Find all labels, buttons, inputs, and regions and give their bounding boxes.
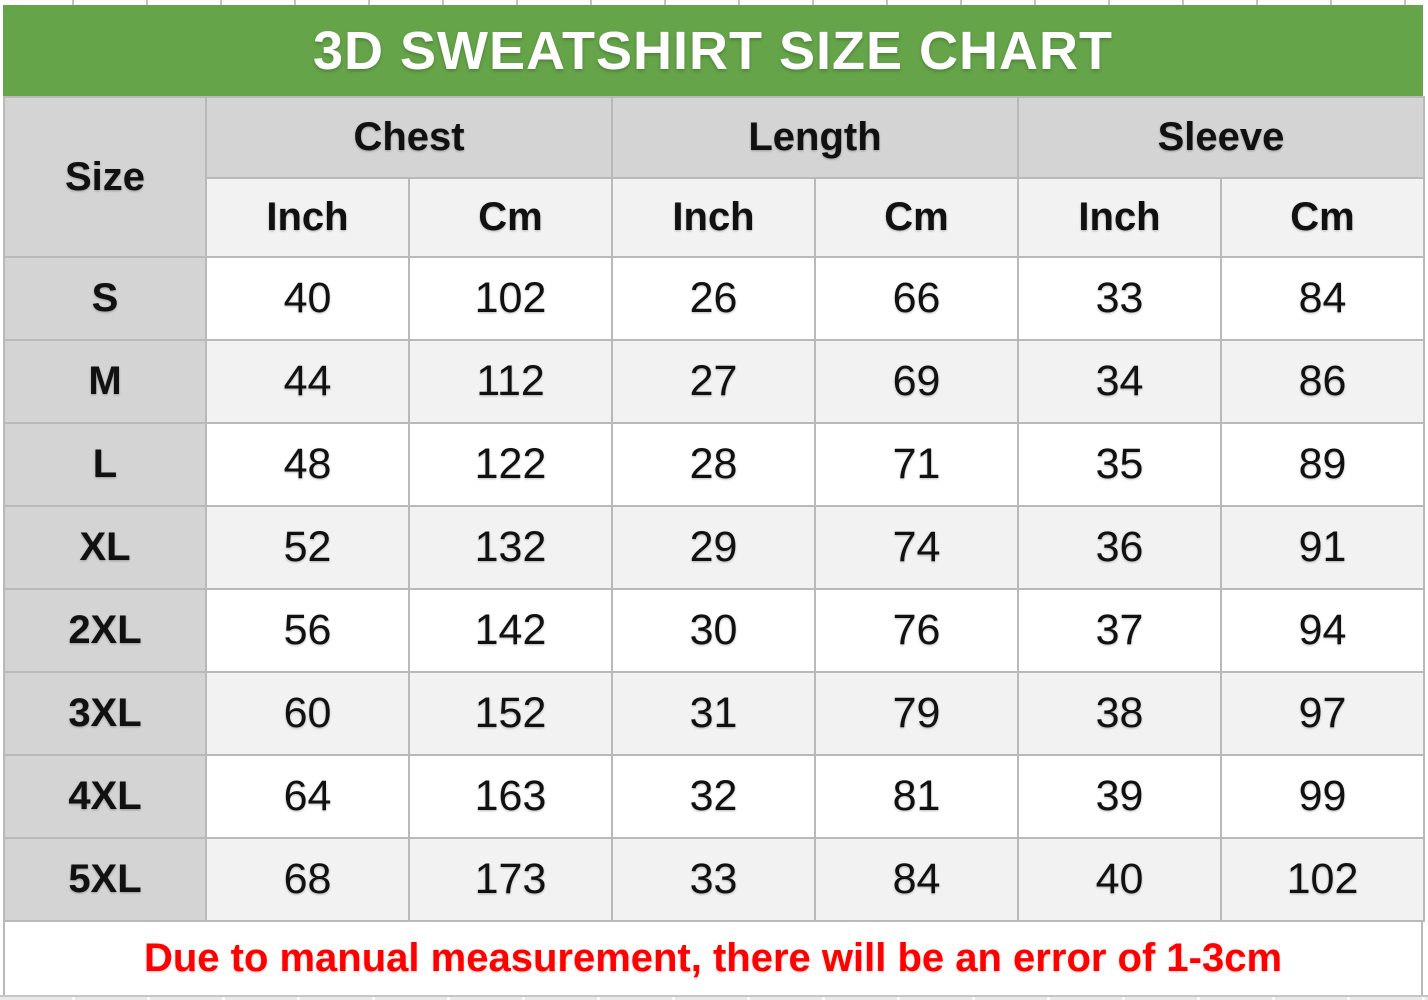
size-column-header: Size <box>4 97 206 257</box>
cell-value: 66 <box>815 257 1018 340</box>
cell-value: 56 <box>206 589 409 672</box>
cell-value: 74 <box>815 506 1018 589</box>
length-inch-header: Inch <box>612 178 815 257</box>
cell-value: 94 <box>1221 589 1424 672</box>
size-chart-table <box>3 96 1425 922</box>
title-bar <box>3 5 1423 96</box>
table-row-2xl <box>4 589 1424 672</box>
cell-value: 81 <box>815 755 1018 838</box>
cell-value: 76 <box>815 589 1018 672</box>
cell-value: 69 <box>815 340 1018 423</box>
size-label: XL <box>4 506 206 589</box>
cell-value: 48 <box>206 423 409 506</box>
cell-value: 37 <box>1018 589 1221 672</box>
size-label: L <box>4 423 206 506</box>
table-row-s <box>4 257 1424 340</box>
cell-value: 35 <box>1018 423 1221 506</box>
cell-value: 64 <box>206 755 409 838</box>
cell-value: 102 <box>1221 838 1424 921</box>
cell-value: 26 <box>612 257 815 340</box>
table-row-4xl <box>4 755 1424 838</box>
cell-value: 97 <box>1221 672 1424 755</box>
cell-value: 30 <box>612 589 815 672</box>
size-label: 3XL <box>4 672 206 755</box>
cell-value: 89 <box>1221 423 1424 506</box>
table-row-xl <box>4 506 1424 589</box>
cell-value: 142 <box>409 589 612 672</box>
sleeve-cm-header: Cm <box>1221 178 1424 257</box>
cell-value: 38 <box>1018 672 1221 755</box>
cell-value: 163 <box>409 755 612 838</box>
cell-value: 40 <box>1018 838 1221 921</box>
cell-value: 52 <box>206 506 409 589</box>
sleeve-inch-header: Inch <box>1018 178 1221 257</box>
size-label: 4XL <box>4 755 206 838</box>
cell-value: 68 <box>206 838 409 921</box>
cell-value: 33 <box>1018 257 1221 340</box>
spreadsheet-gridline-strip-bottom <box>0 995 1428 1000</box>
cell-value: 152 <box>409 672 612 755</box>
cell-value: 84 <box>1221 257 1424 340</box>
size-label: 5XL <box>4 838 206 921</box>
cell-value: 102 <box>409 257 612 340</box>
chest-cm-header: Cm <box>409 178 612 257</box>
cell-value: 27 <box>612 340 815 423</box>
group-header-row <box>4 97 1424 178</box>
cell-value: 29 <box>612 506 815 589</box>
cell-value: 33 <box>612 838 815 921</box>
cell-value: 122 <box>409 423 612 506</box>
size-label: S <box>4 257 206 340</box>
measurement-note-text: Due to manual measurement, there will be an error of 1-3cm <box>143 936 1283 980</box>
length-cm-header: Cm <box>815 178 1018 257</box>
chest-inch-header: Inch <box>206 178 409 257</box>
page-title: 3D SWEATSHIRT SIZE CHART <box>312 20 1113 81</box>
cell-value: 71 <box>815 423 1018 506</box>
cell-value: 34 <box>1018 340 1221 423</box>
cell-value: 28 <box>612 423 815 506</box>
table-row-5xl <box>4 838 1424 921</box>
cell-value: 44 <box>206 340 409 423</box>
size-label: 2XL <box>4 589 206 672</box>
cell-value: 32 <box>612 755 815 838</box>
table-row-m <box>4 340 1424 423</box>
length-group-header: Length <box>612 97 1018 178</box>
cell-value: 36 <box>1018 506 1221 589</box>
cell-value: 60 <box>206 672 409 755</box>
cell-value: 112 <box>409 340 612 423</box>
cell-value: 31 <box>612 672 815 755</box>
size-label: M <box>4 340 206 423</box>
measurement-note-row <box>3 922 1423 995</box>
cell-value: 84 <box>815 838 1018 921</box>
cell-value: 91 <box>1221 506 1424 589</box>
unit-header-row <box>4 178 1424 257</box>
cell-value: 86 <box>1221 340 1424 423</box>
table-row-l <box>4 423 1424 506</box>
cell-value: 99 <box>1221 755 1424 838</box>
cell-value: 40 <box>206 257 409 340</box>
cell-value: 79 <box>815 672 1018 755</box>
cell-value: 132 <box>409 506 612 589</box>
cell-value: 39 <box>1018 755 1221 838</box>
table-row-3xl <box>4 672 1424 755</box>
cell-value: 173 <box>409 838 612 921</box>
sleeve-group-header: Sleeve <box>1018 97 1424 178</box>
chest-group-header: Chest <box>206 97 612 178</box>
